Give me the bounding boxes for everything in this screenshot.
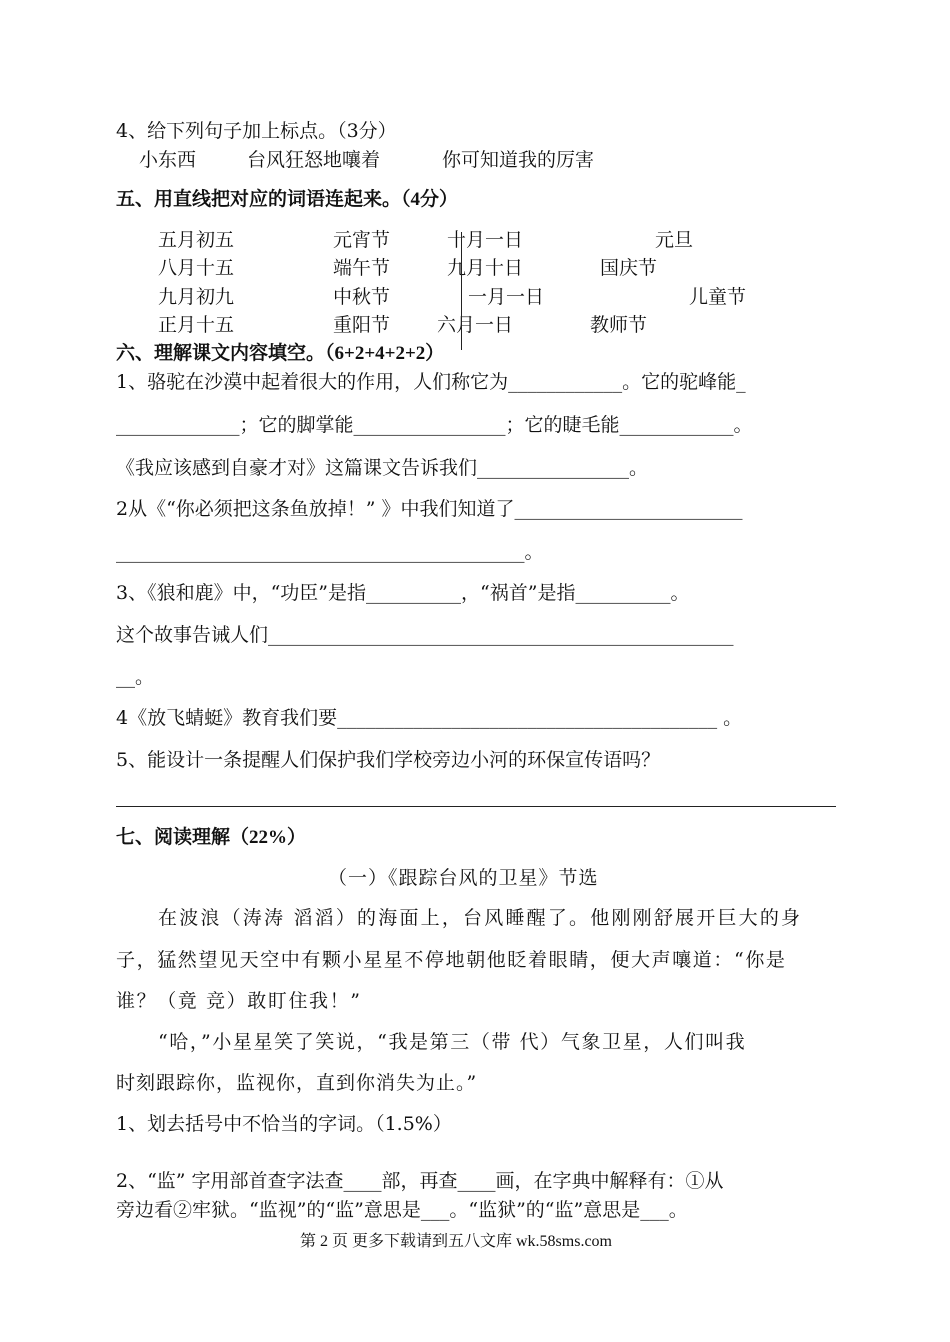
vertical-line-mark	[461, 232, 462, 350]
s7-q1: 1、划去括号中不恰当的字词。（1.5%）	[116, 1113, 452, 1135]
punct-part-1: 小东西	[139, 149, 197, 171]
match-col1-item: 五月初五	[158, 229, 235, 251]
s6-q3-line3: __。	[116, 666, 155, 688]
match-col1-item: 八月十五	[158, 257, 235, 279]
section-5-heading: 五、用直线把对应的词语连起来。（4分）	[116, 189, 459, 210]
match-col1-item: 九月初九	[158, 286, 235, 308]
s7-q2-line1: 2、“监” 字用部首查字法查____部，再查____画，在字典中解释有：①从	[116, 1170, 724, 1192]
s6-q1-line1: 1、骆驼在沙漠中起着很大的作用，人们称它为____________。它的驼峰能_	[116, 371, 746, 393]
match-col3-item: 十月一日	[447, 229, 524, 251]
punct-part-2: 台风狂怒地嚷着	[247, 149, 381, 171]
match-col3-item: 九月十日	[447, 257, 524, 279]
passage-p2-line1: “哈，”小星星笑了笑说，“我是第三（带 代）气象卫星，人们叫我	[158, 1031, 747, 1053]
s6-q1-line2: _____________；它的脚掌能________________；它的睫毛能____________。	[116, 414, 753, 436]
match-col1-item: 正月十五	[158, 314, 235, 336]
match-col4-item: 元旦	[655, 229, 694, 251]
s6-q3-line2: 这个故事告诫人们_________________________________________________	[116, 624, 734, 646]
match-col2-item: 中秋节	[333, 286, 391, 308]
passage-p1-line2: 子，猛然望见天空中有颗小星星不停地朝他眨着眼睛，便大声嚷道：“你是	[116, 949, 787, 971]
match-col4-item: 国庆节	[600, 257, 658, 279]
s6-q4: 4《放飞蜻蜓》教育我们要________________________________________ 。	[116, 707, 743, 729]
match-col3-item: 六月一日	[437, 314, 514, 336]
s6-q3-line1: 3、《狼和鹿》中，“功臣”是指__________，“祸首”是指__________。	[116, 582, 690, 604]
s6-q5: 5、能设计一条提醒人们保护我们学校旁边小河的环保宣传语吗？	[116, 749, 661, 771]
page-footer: 第 2 页 更多下载请到五八文库 wk.58sms.com	[300, 1233, 613, 1250]
section-7-heading: 七、阅读理解（22%）	[116, 827, 307, 848]
match-col4-item: 教师节	[590, 314, 648, 336]
s6-q1-line3: 《我应该感到自豪才对》这篇课文告诉我们________________。	[116, 457, 649, 479]
match-col2-item: 元宵节	[333, 229, 391, 251]
question-4-heading: 4、给下列句子加上标点。（3分）	[116, 120, 397, 142]
match-col2-item: 端午节	[333, 257, 391, 279]
match-col3-item: 一月一日	[468, 286, 545, 308]
s7-q2-line2: 旁边看②牢狱。“监视”的“监”意思是___。“监狱”的“监”意思是___。	[116, 1199, 688, 1221]
section-6-heading: 六、理解课文内容填空。（6+2+4+2+2）	[116, 343, 445, 364]
passage-p1-line3: 谁？（竟 竞）敢盯住我！”	[116, 990, 362, 1012]
match-col2-item: 重阳节	[333, 314, 391, 336]
passage-p1-line1: 在波浪（涛涛 滔滔）的海面上，台风睡醒了。他刚刚舒展开巨大的身	[158, 907, 803, 929]
punct-part-3: 你可知道我的厉害	[442, 149, 595, 171]
s6-q2-line1: 2从《“你必须把这条鱼放掉！” 》中我们知道了________________________	[116, 498, 743, 520]
answer-line	[116, 806, 836, 807]
passage-title: （一）《跟踪台风的卫星》节选	[328, 867, 599, 889]
match-col4-item: 儿童节	[689, 286, 747, 308]
s6-q2-line2: ___________________________________________。	[116, 541, 544, 563]
passage-p2-line2: 时刻跟踪你，监视你，直到你消失为止。”	[116, 1072, 478, 1094]
